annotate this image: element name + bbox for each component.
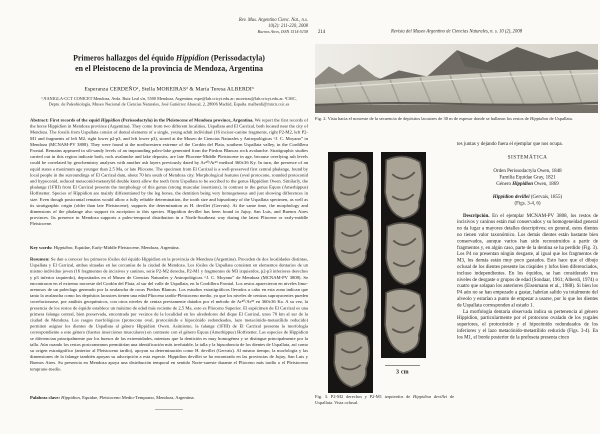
keywords-line: Key words: Hippidion, Equidae, Early-Middle Pleistocene, Mendoza, Argentina. bbox=[30, 245, 180, 250]
abstract-paragraph: Abstract: First records of the equid Hippidion (Perissodactyla) in the Pleistocene of Mendoza province, Argentina. We report the first records of the horse Hippidion in Mendoza province (Argentina). They come from two different localities, Uspallata and El Carrizal, both located near the city of Mendoza. The fossils from Uspallata consist of dental elements of a single, young adult individual (16 incisor-canine fragments, right P2-M2, left P2-M1 and fragments of left M2, right lower p2-p3, and left lower p3), stored at the Museo de Ciencias Naturales y Antropológicas “J. C. Moyano” in Mendoza (MCNAM-PV 3808). They were found at the northwestern extreme of the Cordón del Plata, southern Uspallata valley, in the Cordillera Frontal. Remains appeared in silt-sandy levels of an impounding paleo-lake generated from the Piedras Blancas rock avalanche. Stratigraphic studies carried out in this region indicate both, rock avalanche and lake deposits, are late Pliocene-Middle Pleistocene in age, because overlying ash levels could be correlated by geochemistry analyses with another ash layers previously dated by Ar⁴⁰/Ar³⁹ method 360±36 Ky. In turn, the presence of an equid states a maximum age younger than 2.5 Ma, or late Pliocene. The specimen from El Carrizal is a well-preserved first central phalange, found by local people in the surroundings of El Carrizal dam, about 70 km south of Mendoza city. Morphological features (oval protocone, rounded protoconid and hypoconid, reduced metaconid-metastylid double knot) allow the teeth from Uspallata to be ascribed to the genus Hippidion Owen. Similarly, the phalange (1FIII) from El Carrizal presents the morphology of this genus (strong muscular insertions), in contrast to the genus Equus (Amerhippus) Hoffstetter. Species of Hippidion are mainly differentiated by the leg bones, the dentition being very homogeneous and just showing differences in size. Even though postcranial remains would allow a fully reliable determination, the tooth size and hipsodonty of the Uspallata specimen, as well as its stratigraphic origin (older than late Pleistocene), supports the determination as H. devillei (Gervais). At the same time, the morphology and dimensions of the phalange also support its ascription to this species. Hippidion devillei has been found in Jujuy, San Luis, and Buenos Aires provinces. Its presence in Mendoza supports a paleo-temporal distribution in a North-Southeast way during the latest Pliocene or early-middle Pleistocene. bbox=[30, 117, 308, 227]
body-text-column bbox=[457, 141, 598, 341]
section-divider bbox=[155, 409, 183, 410]
mountain-photo-graphic bbox=[315, 44, 598, 113]
paper-title-line1: Primeros hallazgos del équido Hippidion (Perissodactyla) bbox=[73, 54, 265, 63]
fossil-teeth-graphic bbox=[328, 152, 373, 393]
palabras-label: Palabras clave: bbox=[30, 395, 62, 400]
left-page bbox=[30, 0, 308, 434]
fig2-caption: Fig. 2. Vista hacia el noroeste de la secuencia de depósitos lacustres de 30 m de espesor donde se hallaron los restos de Hippidion de Uspallata. bbox=[315, 116, 573, 121]
authors-line: Esperanza CERDEÑO¹, Stella MOREIRAS² & María Teresa ALBERDI³ bbox=[84, 86, 254, 92]
fig2-landscape-photo bbox=[315, 44, 598, 113]
journal-ref-line1: Rev. Mus. Argentino Cienc. Nat., n.s. bbox=[238, 17, 308, 23]
taxonomy-order: Orden Perissodactyla Owen, 1848 bbox=[493, 167, 562, 174]
abstract-body: We report the first records of the horse Hippidion in Mendoza province (Argentina). They come from two different localities, Uspallata and El Carrizal, both located near the city of Mendoza. The fossils from Uspallata consist of dental elements of a single, young adult individual (16 incisor-canine fragments, right P2-M2, left P2-M1 and fragments of left M2, right lower p2-p3, and left lower p3), stored at the Museo de Ciencias Naturales y Antropológicas “J. C. Moyano” in Mendoza (MCNAM-PV 3808). They were found at the northwestern extreme of the Cordón del Plata, southern Uspallata valley, in the Cordillera Frontal. Remains appeared in silt-sandy levels of an impounding paleo-lake generated from the Piedras Blancas rock avalanche. Stratigraphic studies carried out in this region indicate both, rock avalanche and lake deposits, are late Pliocene-Middle Pleistocene in age, because overlying ash levels could be correlated by geochemistry analyses with another ash layers previously dated by Ar⁴⁰/Ar³⁹ method 360±36 Ky. In turn, the presence of an equid states a maximum age younger than 2.5 Ma, or late Pliocene. The specimen from El Carrizal is a well-preserved first central phalange, found by local people in the surroundings of El Carrizal dam, about 70 km south of Mendoza city. Morphological features (oval protocone, rounded protoconid and hypoconid, reduced metaconid-metastylid double knot) allow the teeth from Uspallata to be ascribed to the genus Hippidion Owen. Similarly, the phalange (1FIII) from El Carrizal presents the morphology of this genus (strong muscular insertions), in contrast to the genus Equus (Amerhippus) Hoffstetter. Species of Hippidion are mainly differentiated by the leg bones, the dentition being very homogeneous and just showing differences in size. Even though postcranial remains would allow a fully reliable determination, the tooth size and hipsodonty of the Uspallata specimen, as well as its stratigraphic origin (older than late Pleistocene), supports the determination as H. devillei (Gervais). At the same time, the morphology and dimensions of the phalange also support its ascription to this species. Hippidion devillei has been found in Jujuy, San Luis, and Buenos Aires provinces. Its presence in Mendoza supports a paleo-temporal distribution in a North-Southeast way during the latest Pliocene or early-middle Pleistocene. bbox=[30, 117, 308, 227]
palabras-clave-line: Palabras clave: Hippidion, Equidae, Pleistoceno Medio-Temprano, Mendoza, Argentina. bbox=[30, 395, 195, 400]
abstract-label: Abstract: First records of the equid bbox=[30, 117, 101, 123]
resumen-label: Resumen: bbox=[30, 256, 51, 262]
paper-title bbox=[30, 53, 308, 74]
page-number: 214 bbox=[318, 29, 326, 35]
scale-bar-line bbox=[385, 365, 420, 366]
running-header: Revista del Museo Argentino de Ciencias Naturales, n. s. 10 (2), 2008 bbox=[390, 29, 523, 34]
taxonomy-block bbox=[457, 167, 598, 187]
taxonomy-family: Familia Equidae Gray, 1821 bbox=[499, 174, 556, 180]
resumen-paragraph bbox=[30, 256, 308, 372]
fossil-teeth-graphic bbox=[381, 152, 426, 358]
affiliation-block: ¹,²IANIGLA-CCT CONICET Mendoza, Avda. Ruiz Leal s/n, 5500 Mendoza, Argentina; espe@lab.cricyt.edu.ar; moreiras@lab.cricyt.edu.ar. ³CSIC, Depto. de Paleobiología, Museo Nacional de Ciencias Naturales, José Gutiérrez Abascal, 2, 28006 Madrid, España. malberdi@mncn.csic.es bbox=[41, 96, 297, 107]
fig3-teeth-photo-left-strip bbox=[328, 152, 373, 393]
scale-bar bbox=[385, 365, 420, 376]
journal-ref-line2: 10(2): 211-220, 2008 bbox=[268, 23, 308, 29]
journal-reference bbox=[30, 17, 308, 35]
sistematica-heading: SISTEMÁTICA bbox=[507, 154, 548, 160]
species-figs-ref: (Figs. 3-4, 6) bbox=[514, 200, 541, 206]
species-heading: Hippidion devillei (Gervais, 1855) (Figs. 3-4, 6) bbox=[492, 193, 563, 206]
running-header-row bbox=[315, 29, 598, 36]
scale-bar-label: 3 cm bbox=[396, 369, 409, 375]
genus-name-italic: Hippidion bbox=[176, 54, 209, 63]
descripcion-label: Descripción. bbox=[463, 212, 493, 219]
fig3-teeth-photo-right-strip bbox=[381, 152, 426, 358]
resumen-body: Se dan a conocer los primeros fósiles del équido Hippidion en la provincia de Mendoza (Argentina). Proceden de dos localidades distintas, Uspallata y El Carrizal, ambas situadas en las cercanías de la ciudad de Mendoza. Los fósiles de Uspallata consisten en elementos dentarios de un mismo individuo joven (16 fragmentos de incisivos y caninos, serie P2-M2 derecha, P2-M1 y fragmentos de M3 izquierdos, p2-p3 inferiores derechos y p3 inferior izquierdo), depositados en el Museo de Ciencias Naturales y Antropológicas “J. C. Moyano” de Mendoza (MCNAM-PV 3808). Se encontraron en el extremo noroeste del Cordón del Plata, al sur del valle de Uspallata, en la Cordillera Frontal. Los restos aparecieron en niveles limo-arenosos de un paleolago generado por la avalancha de rocas Piedras Blancas. Los estudios estratigráficos llevados a cabo en esta zona indican que tanto la avalancha como los depósitos lacustres tienen una edad Plioceno tardío-Pleistoceno medio, ya que los niveles de cenizas suprayacentes pueden correlacionarse, por análisis geoquímicos, con otros niveles de ceniza previamente datados por el método de Ar⁴⁰/Ar³⁹ en 360±36 Ka. A su vez, la presencia de los restos de équido establece un máximo de edad más reciente de 2,5 Ma, esto es Plioceno Superior. El espécimen de El Carrizal es una primera falange central, bien preservada, encontrada por vecinos de la localidad en los alrededores del dique El Carrizal, unos 70 km al sur de la ciudad de Mendoza. Los rasgos morfológicos (protocono oval, protocónido e hipocónido redondeados, lazo metacónido-metastílido reducido) permiten asignar los dientes de Uspallata al género Hippidion Owen. Asimismo, la falange (1FIII) de El Carrizal presenta la morfología correspondiente a este género (fuertes inserciones musculares) en contraste con el género Equus (Amerhippus) Hoffstetter. Las especies de Hippidion se diferencian principalmente por los huesos de las extremidades, mientras que la dentición es muy homogénea y se distingue principalmente por la talla. Aún cuando los restos postcraneanos permitirían una identificación más irrefutable, la talla y la hipsodoncia de los dientes de Uspallata, así como su origen estratigráfico (anterior al Pleistoceno tardío), apoyan su determinación como H. devillei (Gervais). Al mismo tiempo, la morfología y las dimensiones de la falange también apoyan su adscripción a esta especie. Hippidion devillei se ha encontrado en las provincias de Jujuy, San Luis y Buenos Aires. Su presencia en Mendoza apoya una distribución temporal en sentido Norte-sureste durante el Plioceno más tardío o el Pleistoceno temprano-medio. bbox=[30, 256, 308, 372]
paper-title-line2: en el Pleistoceno de la provincia de Mendoza, Argentina bbox=[75, 64, 263, 73]
descripcion-paragraph-2: La morfología dentaria observada indica su pertenencia al género Hippidion, particularmente por el protocono ovalado de los yugales superiores, el protocónido y el hipocónido redondeados de los inferiores y el lazo metacónido-metastílido reducido (Figs. 3-4). En los M1, el borde posterior de la prefoseta presenta cinco bbox=[457, 308, 598, 340]
fig3-caption: Fig. 3. P2-M2 derechos y P2-M1 izquierdos de Hippidion devillei de Uspallata. Vista oclusal. bbox=[315, 394, 454, 405]
continuation-paragraph: tes juntas y dejando fuera el ejemplar que nos ocupa. bbox=[457, 141, 563, 147]
keywords-label: Key words: bbox=[30, 245, 54, 250]
journal-ref-issn: Buenos Aires, ISSN 1514-5158 bbox=[257, 29, 308, 34]
right-page bbox=[315, 0, 598, 434]
taxonomy-genus: Género Hippidion Owen, 1869 bbox=[496, 180, 559, 187]
descripcion-paragraph-1: Descripción. En el ejemplar MCNAM-PV 3808, los restos de incisivos y caninos están mal conservados y su homogeneidad general no da lugar a mayores detalles descriptivos; en general, estos dientes no tienen valor taxonómico. Los demás dientes están bastante bien conservados, aunque varios han sido reconstruidos a partir de fragmentos y, en algún caso, parte de la dentina se ha perdido (Fig. 3). Los P4 no presentan ningún desgaste, al igual que los fragmentos de M3, los demás están muy poco gastados. Esto hace que el dibujo oclusal de los dientes presente las cúspides y lofos bien diferenciados, incluso independientes. En los équidos, se han considerado tres niveles de desgaste o grupos de edad (Sondaar, 1961; Alberdi, 1974) o cuatro que solapan los anteriores (Eisenmann et al., 1988). Si bien los P4 aún no se han empezado a gastar, habrían salido ya totalmente del alveolo y estarían a punto de empezar a usarse, por lo que los dientes de Uspallata corresponden al estado 1. bbox=[457, 212, 598, 308]
